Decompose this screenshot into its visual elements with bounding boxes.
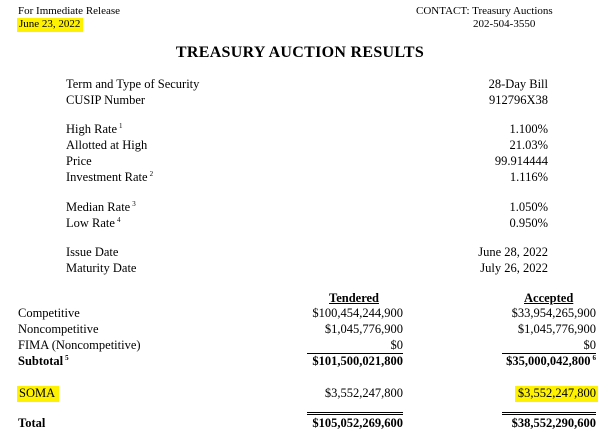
table-row-label-total: Total xyxy=(18,416,46,430)
summary-value-maturity-date: July 26, 2022 xyxy=(480,261,548,275)
table-row-label-competitive: Competitive xyxy=(18,306,80,320)
accepted-soma: $3,552,247,800 xyxy=(515,386,598,402)
release-date: June 23, 2022 xyxy=(17,18,83,32)
table-row-label-noncompetitive: Noncompetitive xyxy=(18,322,99,336)
summary-value-cusip: 912796X38 xyxy=(488,93,548,107)
summary-value-allotted: 21.03% xyxy=(509,138,548,152)
accepted-total: $38,552,290,600 xyxy=(511,416,596,430)
summary-value-low-rate: 0.950% xyxy=(509,216,548,230)
table-row-label-soma: SOMA xyxy=(17,386,59,402)
tendered-subtotal-rule xyxy=(307,353,403,354)
accepted-total-rule-double xyxy=(502,414,596,415)
release-label: For Immediate Release xyxy=(18,5,121,17)
summary-value-security: 28-Day Bill xyxy=(488,77,548,91)
summary-value-median-rate: 1.050% xyxy=(509,200,548,214)
contact-line: CONTACT: Treasury Auctions xyxy=(416,5,553,17)
tendered-fima: $0 xyxy=(390,338,403,352)
accepted-subtotal: $35,000,042,800 $^6$ xyxy=(506,353,596,368)
accepted-total-rule xyxy=(502,412,596,413)
table-row-label-fima: FIMA (Noncompetitive) xyxy=(18,338,141,352)
summary-label-allotted: Allotted at High xyxy=(66,138,148,152)
tendered-noncompetitive: $1,045,776,900 xyxy=(324,322,403,336)
accepted-subtotal-rule xyxy=(502,353,596,354)
accepted-fima: $0 xyxy=(583,338,596,352)
accepted-noncompetitive: $1,045,776,900 xyxy=(517,322,596,336)
summary-label-high-rate: High Rate $^1$ xyxy=(66,121,123,136)
summary-value-high-rate: 1.100% xyxy=(509,122,548,136)
tendered-subtotal: $101,500,021,800 xyxy=(312,354,403,368)
summary-value-price: 99.914444 xyxy=(494,154,548,168)
column-header-tendered: Tendered xyxy=(329,291,380,305)
tendered-soma: $3,552,247,800 xyxy=(324,386,403,400)
accepted-competitive: $33,954,265,900 xyxy=(511,306,596,320)
summary-label-low-rate: Low Rate $^4$ xyxy=(66,215,121,230)
summary-label-issue-date: Issue Date xyxy=(66,245,119,259)
summary-label-investment-rate: Investment Rate $^2$ xyxy=(66,169,154,184)
summary-label-maturity-date: Maturity Date xyxy=(66,261,137,275)
page-title: TREASURY AUCTION RESULTS xyxy=(175,44,425,61)
tendered-total: $105,052,269,600 xyxy=(312,416,403,430)
column-header-accepted: Accepted xyxy=(524,291,574,305)
contact-phone: 202-504-3550 xyxy=(473,18,536,30)
summary-value-investment-rate: 1.116% xyxy=(509,170,548,184)
tendered-total-rule-double xyxy=(307,414,403,415)
summary-value-issue-date: June 28, 2022 xyxy=(478,245,548,259)
table-row-label-subtotal: Subtotal $^5$ xyxy=(18,353,69,368)
summary-label-security: Term and Type of Security xyxy=(66,77,200,91)
tendered-total-rule xyxy=(307,412,403,413)
summary-label-median-rate: Median Rate $^3$ xyxy=(66,199,136,214)
summary-label-price: Price xyxy=(66,154,92,168)
summary-label-cusip: CUSIP Number xyxy=(66,93,146,107)
tendered-competitive: $100,454,244,900 xyxy=(312,306,403,320)
